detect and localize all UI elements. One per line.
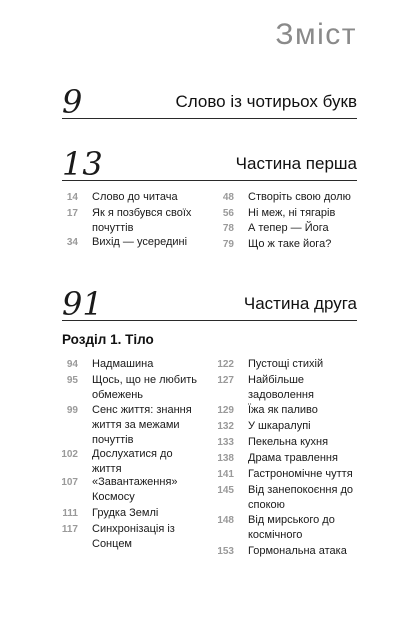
- section-divider: [62, 118, 357, 119]
- toc-page-number: 102: [61, 449, 78, 460]
- section-heading: Слово із чотирьох букв: [175, 92, 357, 111]
- toc-page-number: 132: [217, 421, 234, 432]
- toc-entry-title: [248, 435, 328, 450]
- toc-entry-title: [248, 373, 314, 403]
- toc-entry-title: [92, 357, 153, 372]
- toc-entry-line: життя: [92, 463, 122, 475]
- toc-page-number: 17: [66, 208, 78, 219]
- toc-page-number: 111: [62, 508, 78, 519]
- toc-entry-line: Вихід — усередині: [92, 236, 188, 248]
- toc-entry-line: Сенс життя: знання: [92, 404, 192, 416]
- toc-entry-line: Гормональна атака: [248, 545, 347, 557]
- toc-entry-title: [248, 419, 311, 434]
- toc-page-number: 56: [222, 208, 234, 219]
- toc-page-number: 34: [66, 237, 78, 248]
- toc-entry-line: задоволення: [248, 389, 314, 401]
- section-divider: [62, 320, 357, 321]
- toc-entry-line: почуттів: [92, 222, 134, 234]
- toc-page-number: 78: [222, 223, 234, 234]
- toc-entry-title: [248, 206, 335, 221]
- toc-entry-title: [92, 522, 175, 552]
- toc-page-number: 117: [61, 524, 78, 535]
- toc-entry-line: космічного: [248, 529, 303, 541]
- toc-entry-line: Щось, що не любить: [92, 374, 198, 386]
- toc-entry-title: [92, 475, 178, 505]
- toc-page-number: 133: [217, 437, 234, 448]
- toc-entry-line: Космосу: [92, 491, 135, 503]
- toc-entry-line: Гастрономічне чуття: [248, 468, 353, 480]
- toc-entry-line: Як я позбувся своїх: [92, 207, 192, 219]
- toc-entry-line: А тепер — Йога: [248, 222, 329, 234]
- section-heading: Частина друга: [243, 294, 357, 313]
- toc-entry-title: [248, 221, 329, 236]
- toc-entry-line: Ні меж, ні тягарів: [248, 207, 336, 219]
- toc-page-number: 141: [217, 469, 234, 480]
- toc-entry-line: Надмашина: [92, 358, 154, 370]
- section-number: 9: [62, 83, 83, 121]
- toc-page-number: 122: [217, 359, 234, 370]
- toc-entry-line: Від мирського до: [248, 514, 335, 526]
- toc-entry-line: Від занепокоєння до: [248, 484, 354, 496]
- toc-entry-title: [248, 237, 331, 252]
- toc-entry-title: [92, 447, 173, 477]
- toc-entry-title: [92, 373, 197, 403]
- toc-page-number: 94: [66, 359, 78, 370]
- toc-entry-title: [248, 513, 335, 543]
- toc-entry-line: Найбільше: [248, 374, 305, 386]
- toc-entry-title: [92, 190, 178, 205]
- toc-page-number: 48: [222, 192, 234, 203]
- toc-page-number: 129: [217, 405, 234, 416]
- toc-entry-line: спокою: [248, 499, 285, 511]
- toc-page-number: 99: [66, 405, 78, 416]
- toc-entry-line: У шкаралупі: [248, 420, 311, 432]
- toc-entry-title: [248, 483, 353, 513]
- toc-page-number: 14: [66, 192, 78, 203]
- toc-entry-line: обмежень: [92, 389, 144, 401]
- toc-entry-line: Створіть свою долю: [248, 191, 351, 203]
- toc-entry-line: Синхронізація із: [92, 523, 175, 535]
- toc-entry-title: [92, 206, 191, 236]
- toc-entry-line: «Завантаження»: [92, 476, 178, 488]
- toc-page-number: 148: [217, 515, 234, 526]
- toc-page-number: 127: [217, 375, 234, 386]
- toc-entry-title: [248, 190, 351, 205]
- toc-entry-title: [248, 544, 347, 559]
- toc-entry-title: [248, 467, 353, 482]
- section-divider: [62, 180, 357, 181]
- toc-entry-title: [248, 451, 338, 466]
- toc-entry-title: [92, 506, 158, 521]
- section-number: 91: [62, 285, 103, 323]
- toc-page-number: 153: [217, 546, 234, 557]
- toc-entry-line: Драма травлення: [248, 452, 338, 464]
- toc-entry-title: [92, 403, 192, 448]
- toc-entry-line: Що ж таке йога?: [248, 238, 332, 250]
- page-title: Зміст: [275, 18, 357, 51]
- toc-page-number: 138: [217, 453, 234, 464]
- toc-entry-line: Дослухатися до: [92, 448, 173, 460]
- chapter-heading: Розділ 1. Тіло: [62, 332, 154, 347]
- toc-entry-line: почуттів: [92, 434, 134, 446]
- toc-page-number: 79: [222, 239, 234, 250]
- toc-page-number: 95: [66, 375, 78, 386]
- toc-page-number: 107: [61, 477, 78, 488]
- section-number: 13: [62, 145, 103, 183]
- section-heading: Частина перша: [235, 154, 357, 173]
- toc-entry-title: [248, 357, 323, 372]
- toc-entry-title: [92, 235, 187, 250]
- toc-entry-line: Слово до читача: [92, 191, 178, 203]
- toc-entry-line: Пекельна кухня: [248, 436, 329, 448]
- toc-entry-line: Грудка Землі: [92, 507, 159, 519]
- toc-entry-line: Пустощі стихій: [248, 358, 324, 370]
- toc-entry-line: життя за межами: [92, 419, 180, 431]
- toc-entry-line: Сонцем: [92, 538, 132, 550]
- toc-entry-title: [248, 403, 318, 418]
- toc-entry-line: Їжа як паливо: [248, 404, 318, 416]
- toc-page-number: 145: [217, 485, 234, 496]
